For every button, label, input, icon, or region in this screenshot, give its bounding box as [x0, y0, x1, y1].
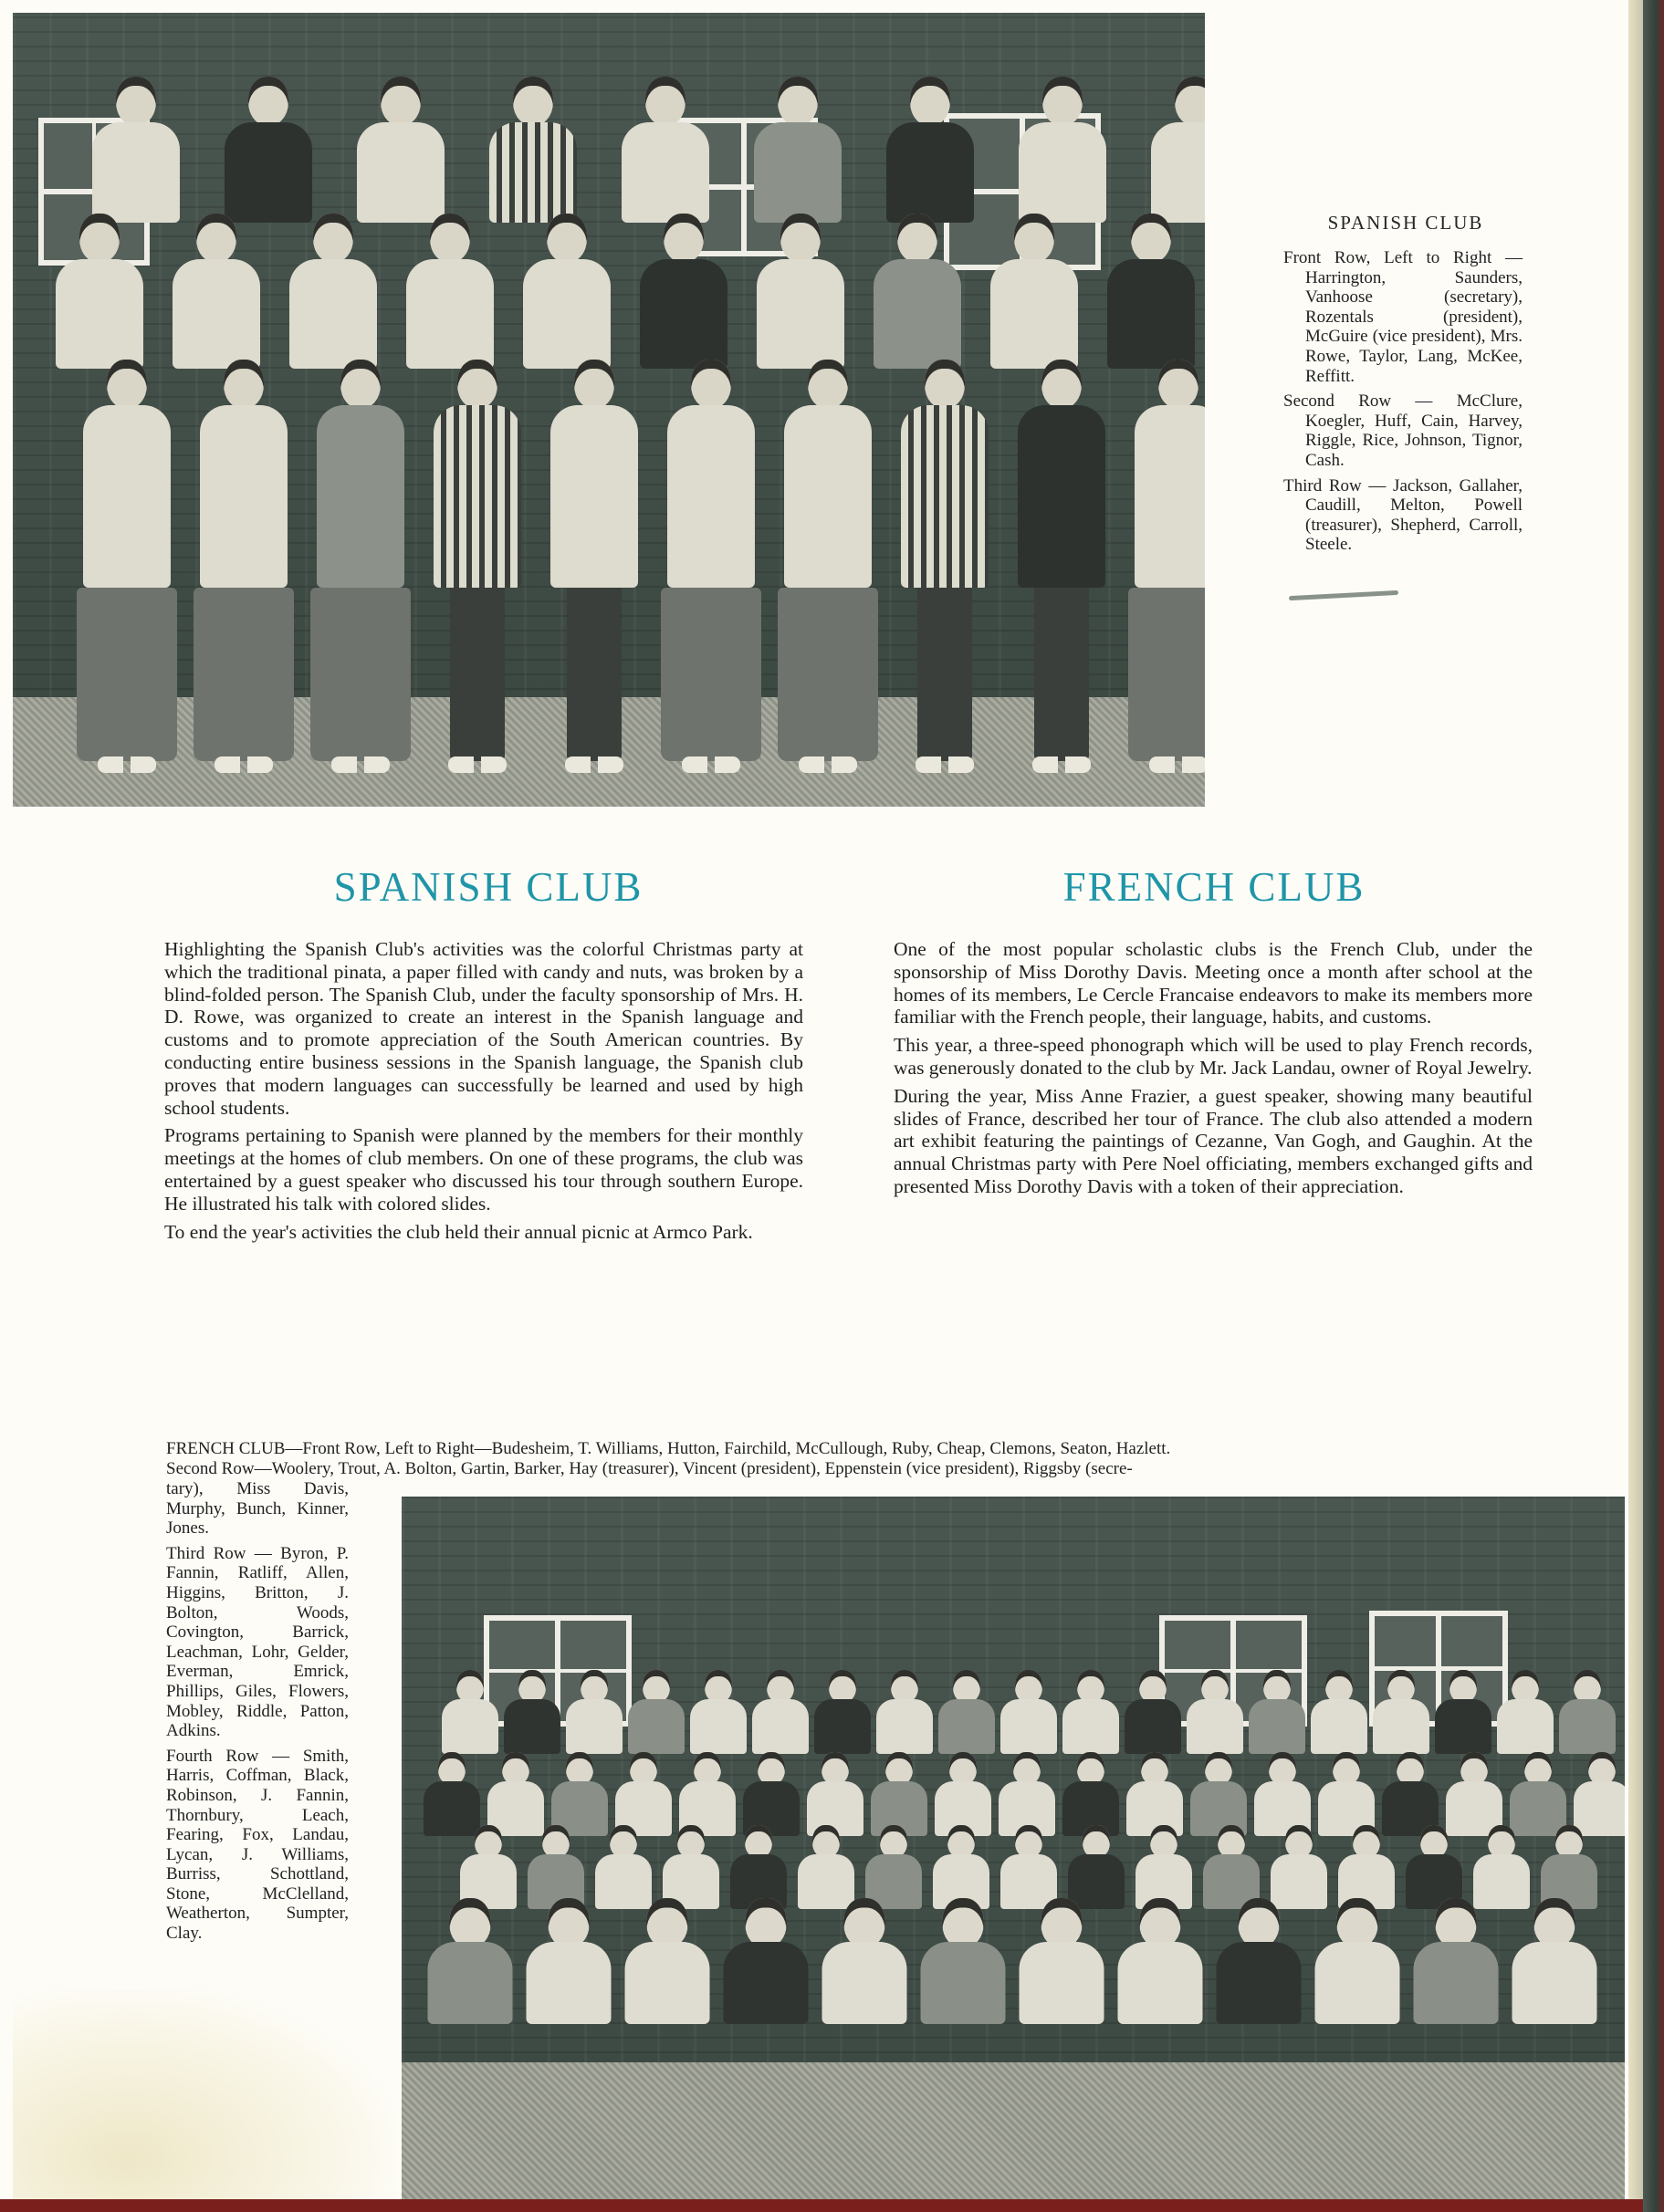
member-head [1131, 214, 1171, 263]
club-member-figure [718, 1898, 814, 2035]
club-member-figure [1310, 1898, 1406, 2035]
member-body [442, 1699, 498, 1754]
club-member-figure [427, 360, 528, 652]
member-head [949, 1752, 977, 1785]
spanish-paragraph: Highlighting the Spanish Club's activities was the colorful Christmas party at which the traditional pinata, a paper filled with candy and nuts, was broken by a blind-folded person. The Spanish Club, under the faculty sponsorship of Mrs. H. D. Rowe, was organized to create an interest in the Spanish language and customs and to promote appreciation of the South American countries. By conducting entire business sessions in the Spanish language, the Spanish club proves that modern languages can successfully be learned and used by high school students. [164, 938, 803, 1119]
member-head [910, 77, 950, 126]
water-stain [13, 1989, 396, 2199]
member-head [1387, 1670, 1415, 1703]
member-body [1435, 1699, 1491, 1754]
club-member-figure [620, 1898, 716, 2035]
member-body [1249, 1699, 1305, 1754]
member-head [1201, 1670, 1229, 1703]
member-head [880, 1825, 907, 1858]
member-body [1125, 1699, 1181, 1754]
member-head [812, 1825, 840, 1858]
member-body [1151, 122, 1205, 223]
spanish-caption-names [1283, 248, 1523, 560]
french-caption-line2: Second Row—Woolery, Trout, A. Bolton, Gartin, Barker, Hay (treasurer), Vincent (president), Eppenstein (vice president), Riggsby (secre- [166, 1458, 1133, 1478]
member-body [1118, 1942, 1203, 2024]
member-body [876, 1699, 933, 1754]
member-body [173, 259, 260, 369]
member-shoes [331, 756, 390, 773]
french-club-photo [402, 1497, 1625, 2199]
member-head [745, 1825, 772, 1858]
member-body [874, 259, 961, 369]
member-head [780, 214, 821, 263]
member-head [1285, 1825, 1313, 1858]
member-head [808, 360, 848, 409]
member-body [640, 259, 727, 369]
spanish-front-row: Front Row, Left to Right — Harrington, Saunders, Vanhoose (secretary), Rozentals (president), McGuire (vice president), Mrs. Rowe, Taylor, Lang, McKee, Reffitt. [1283, 248, 1523, 386]
member-head [705, 1670, 732, 1703]
member-head [1239, 1898, 1280, 1947]
club-member-figure [1014, 1898, 1110, 2035]
member-head [1436, 1898, 1477, 1947]
pencil-underline [1289, 590, 1398, 600]
member-body [1315, 1942, 1400, 2024]
member-body [56, 259, 143, 369]
member-head [1015, 1670, 1042, 1703]
member-head [1524, 1752, 1552, 1785]
member-head [430, 214, 470, 263]
member-head [456, 1670, 484, 1703]
club-member-figure [624, 1670, 688, 1761]
club-member-figure [997, 1670, 1061, 1761]
club-member-figure [873, 1670, 937, 1761]
french-fourth-row: Fourth Row — Smith, Harris, Coffman, Black, Robinson, J. Fannin, Thornbury, Leach, Fearing, Fox, Landau, Lycan, J. Williams, Burriss, Schottland, Stone, McClelland, Weatherton, Sumpter, Clay. [166, 1746, 349, 1944]
club-member-figure [1128, 360, 1205, 652]
member-head [1041, 1898, 1083, 1947]
member-body [504, 1699, 560, 1754]
member-head [224, 360, 264, 409]
member-body [752, 1699, 809, 1754]
member-head [107, 360, 147, 409]
lawn [402, 2062, 1625, 2199]
member-head [677, 1825, 705, 1858]
club-member-figure [811, 1670, 874, 1761]
member-head [1488, 1825, 1515, 1858]
member-head [513, 77, 553, 126]
member-head [1014, 214, 1054, 263]
french-third-row: Third Row — Byron, P. Fannin, Ratliff, Allen, Higgins, Britton, J. Bolton, Woods, Covington, Barrick, Leachman, Lohr, Gelder, Everman, Emrick, Phillips, Giles, Flowers, Mobley, Riddle, Patton, Adkins. [166, 1543, 349, 1741]
member-head [630, 1752, 657, 1785]
member-body [566, 1699, 623, 1754]
club-member-figure [1245, 1670, 1309, 1761]
club-member-figure [817, 1898, 913, 2035]
member-head [897, 214, 937, 263]
member-head [1353, 1825, 1380, 1858]
member-body [1559, 1699, 1616, 1754]
member-shoes [448, 756, 507, 773]
club-member-figure [1369, 1670, 1433, 1761]
book-spine [1643, 0, 1664, 2212]
member-shoes [916, 756, 974, 773]
member-head [778, 77, 818, 126]
member-head [457, 360, 497, 409]
club-member-figure [1121, 1670, 1185, 1761]
member-head [844, 1898, 885, 1947]
member-body [1414, 1942, 1499, 2024]
member-body [622, 122, 709, 223]
member-head [340, 360, 381, 409]
french-caption-side [166, 1479, 349, 1949]
club-member-figure [1408, 1898, 1504, 2035]
member-head [1139, 1670, 1167, 1703]
member-body [754, 122, 842, 223]
member-head [1512, 1670, 1539, 1703]
member-body [200, 405, 288, 588]
spanish-third-row: Third Row — Jackson, Gallaher, Caudill, Melton, Powell (treasurer), Shepherd, Carroll, Steele. [1283, 475, 1523, 555]
member-body [1000, 1699, 1057, 1754]
french-article [894, 938, 1533, 1204]
book-cover-edge [0, 2199, 1643, 2212]
member-head [891, 1670, 918, 1703]
club-member-figure [748, 1670, 812, 1761]
member-head [1077, 1670, 1104, 1703]
member-body [1018, 405, 1105, 588]
french-caption-line1: FRENCH CLUB—Front Row, Left to Right—Budesheim, T. Williams, Hutton, Fairchild, McCullough, Ruby, Cheap, Clemons, Seaton, Hazlett. [166, 1439, 1171, 1458]
member-head [885, 1752, 913, 1785]
member-head [1420, 1825, 1448, 1858]
member-head [947, 1825, 975, 1858]
member-head [1140, 1898, 1181, 1947]
club-member-figure [1011, 360, 1112, 652]
member-head [502, 1752, 529, 1785]
member-body [886, 122, 974, 223]
spanish-caption-title: SPANISH CLUB [1327, 212, 1484, 234]
member-head [518, 1670, 546, 1703]
spanish-article [164, 938, 803, 1248]
french-club-heading: FRENCH CLUB [1062, 864, 1366, 910]
member-head [829, 1670, 856, 1703]
member-head [1269, 1752, 1296, 1785]
member-head [1333, 1752, 1360, 1785]
member-head [1141, 1752, 1168, 1785]
member-head [1325, 1670, 1353, 1703]
member-body [1135, 405, 1205, 588]
member-head [647, 1898, 688, 1947]
member-head [475, 1825, 502, 1858]
member-head [822, 1752, 849, 1785]
club-member-figure [1431, 1670, 1495, 1761]
member-body [289, 259, 377, 369]
member-legs [1128, 588, 1205, 761]
member-head [196, 214, 236, 263]
member-body [921, 1942, 1006, 2024]
french-second-row-cont: tary), Miss Davis, Murphy, Bunch, Kinner, Jones. [166, 1479, 349, 1539]
member-head [381, 77, 421, 126]
member-head [691, 360, 731, 409]
member-body [428, 1942, 513, 2024]
member-body [628, 1699, 685, 1754]
member-head [79, 214, 120, 263]
member-body [990, 259, 1078, 369]
club-member-figure [935, 1670, 999, 1761]
member-body [784, 405, 872, 588]
member-body [724, 1942, 809, 2024]
member-body [667, 405, 755, 588]
member-head [450, 1898, 491, 1947]
page-edge [1628, 0, 1643, 2199]
member-head [313, 214, 353, 263]
member-body [938, 1699, 995, 1754]
member-shoes [98, 756, 156, 773]
member-body [1497, 1699, 1554, 1754]
member-head [1013, 1752, 1041, 1785]
french-paragraph: During the year, Miss Anne Frazier, a guest speaker, showing many beautiful slides of France, described her tour of France. The club also attended a modern art exhibit featuring the paintings of Cezanne, Van Gogh, and Gaughin. At the annual Christmas party with Pere Noel officiating, members exchanged gifts and presented Miss Dorothy Davis with a token of their appreciation. [894, 1084, 1533, 1197]
club-member-figure [916, 1898, 1011, 2035]
member-head [1175, 77, 1205, 126]
club-member-figure [438, 1670, 502, 1761]
club-member-figure [544, 360, 644, 652]
member-head [1041, 360, 1082, 409]
member-body [83, 405, 171, 588]
club-member-figure [1307, 1670, 1371, 1761]
member-shoes [1032, 756, 1091, 773]
club-member-figure [1059, 1670, 1123, 1761]
member-body [1019, 122, 1106, 223]
member-head [1218, 1825, 1245, 1858]
member-head [1042, 77, 1083, 126]
member-head [694, 1752, 721, 1785]
club-member-figure [1493, 1670, 1557, 1761]
member-body [625, 1942, 710, 2024]
french-paragraph: One of the most popular scholastic clubs is the French Club, under the sponsorship of Miss Dorothy Davis. Meeting once a month after school at the homes of its members, Le Cercle Francaise endeavors to make its members more familiar with the French people, their language, habits, and customs. [894, 938, 1533, 1028]
member-body [406, 259, 494, 369]
member-body [527, 1942, 612, 2024]
member-shoes [565, 756, 623, 773]
spanish-paragraph: To end the year's activities the club held their annual picnic at Armco Park. [164, 1220, 753, 1243]
member-head [1263, 1670, 1291, 1703]
member-head [1150, 1825, 1177, 1858]
member-head [925, 360, 965, 409]
member-head [610, 1825, 637, 1858]
member-body [822, 1942, 907, 2024]
club-member-figure [1555, 1670, 1619, 1761]
member-body [434, 405, 521, 588]
member-head [943, 1898, 984, 1947]
member-body [757, 259, 844, 369]
member-head [116, 77, 156, 126]
member-legs [194, 588, 294, 761]
member-head [1460, 1752, 1488, 1785]
member-body [814, 1699, 871, 1754]
member-body [317, 405, 404, 588]
member-head [581, 1670, 608, 1703]
member-head [645, 77, 685, 126]
member-head [664, 214, 704, 263]
member-body [357, 122, 445, 223]
french-paragraph: This year, a three-speed phonograph which will be used to play French records, was generously donated to the club by Mr. Jack Landau, owner of Royal Jewelry. [894, 1034, 1533, 1079]
member-legs [661, 588, 761, 761]
member-body [1217, 1942, 1302, 2024]
member-head [1397, 1752, 1424, 1785]
club-member-figure [778, 360, 878, 652]
member-legs [450, 588, 505, 761]
member-body [1512, 1942, 1597, 2024]
member-legs [917, 588, 972, 761]
french-caption [166, 1439, 1533, 1478]
member-head [1077, 1752, 1104, 1785]
member-legs [567, 588, 622, 761]
club-member-figure [562, 1670, 626, 1761]
spanish-second-row: Second Row — McClure, Koegler, Huff, Cain, Harvey, Riggle, Rice, Johnson, Tignor, Cash. [1283, 391, 1523, 470]
member-shoes [799, 756, 857, 773]
member-head [542, 1825, 570, 1858]
member-shoes [682, 756, 740, 773]
member-head [1337, 1898, 1378, 1947]
member-legs [1034, 588, 1089, 761]
member-body [1373, 1699, 1429, 1754]
member-body [489, 122, 577, 223]
member-head [248, 77, 288, 126]
member-head [547, 214, 587, 263]
member-head [549, 1898, 590, 1947]
spanish-club-photo [13, 13, 1205, 807]
member-body [1311, 1699, 1367, 1754]
club-member-figure [1113, 1898, 1209, 2035]
club-member-figure [661, 360, 761, 652]
club-member-figure [310, 360, 411, 652]
member-legs [77, 588, 177, 761]
member-head [1588, 1752, 1616, 1785]
club-member-figure [1211, 1898, 1307, 2035]
member-head [1534, 1898, 1575, 1947]
club-member-figure [895, 360, 995, 652]
club-member-figure [521, 1898, 617, 2035]
member-head [566, 1752, 593, 1785]
member-body [92, 122, 180, 223]
club-member-figure [1183, 1670, 1247, 1761]
member-head [1158, 360, 1198, 409]
member-body [1107, 259, 1195, 369]
member-body [550, 405, 638, 588]
member-head [643, 1670, 670, 1703]
member-body [690, 1699, 747, 1754]
member-body [1020, 1942, 1104, 2024]
member-body [1062, 1699, 1119, 1754]
club-member-figure [686, 1670, 750, 1761]
member-head [1015, 1825, 1042, 1858]
member-shoes [1149, 756, 1205, 773]
member-head [758, 1752, 785, 1785]
club-member-figure [500, 1670, 564, 1761]
member-head [1449, 1670, 1477, 1703]
member-body [225, 122, 312, 223]
member-head [1574, 1670, 1601, 1703]
spanish-club-heading: SPANISH CLUB [333, 864, 644, 910]
member-body [523, 259, 611, 369]
member-shoes [215, 756, 273, 773]
club-member-figure [1507, 1898, 1603, 2035]
member-head [438, 1752, 466, 1785]
member-head [1555, 1825, 1583, 1858]
member-body [1187, 1699, 1243, 1754]
member-head [1205, 1752, 1232, 1785]
club-member-figure [423, 1898, 518, 2035]
member-legs [778, 588, 878, 761]
member-head [953, 1670, 980, 1703]
member-body [901, 405, 989, 588]
member-head [574, 360, 614, 409]
member-head [767, 1670, 794, 1703]
member-head [746, 1898, 787, 1947]
club-member-figure [77, 360, 177, 652]
member-legs [310, 588, 411, 761]
member-head [1083, 1825, 1110, 1858]
spanish-paragraph: Programs pertaining to Spanish were planned by the members for their monthly meetings at the homes of club members. On one of these programs, the club was entertained by a guest speaker who discussed his tour through southern Europe. He illustrated his talk with colored slides. [164, 1124, 803, 1215]
club-member-figure [194, 360, 294, 652]
